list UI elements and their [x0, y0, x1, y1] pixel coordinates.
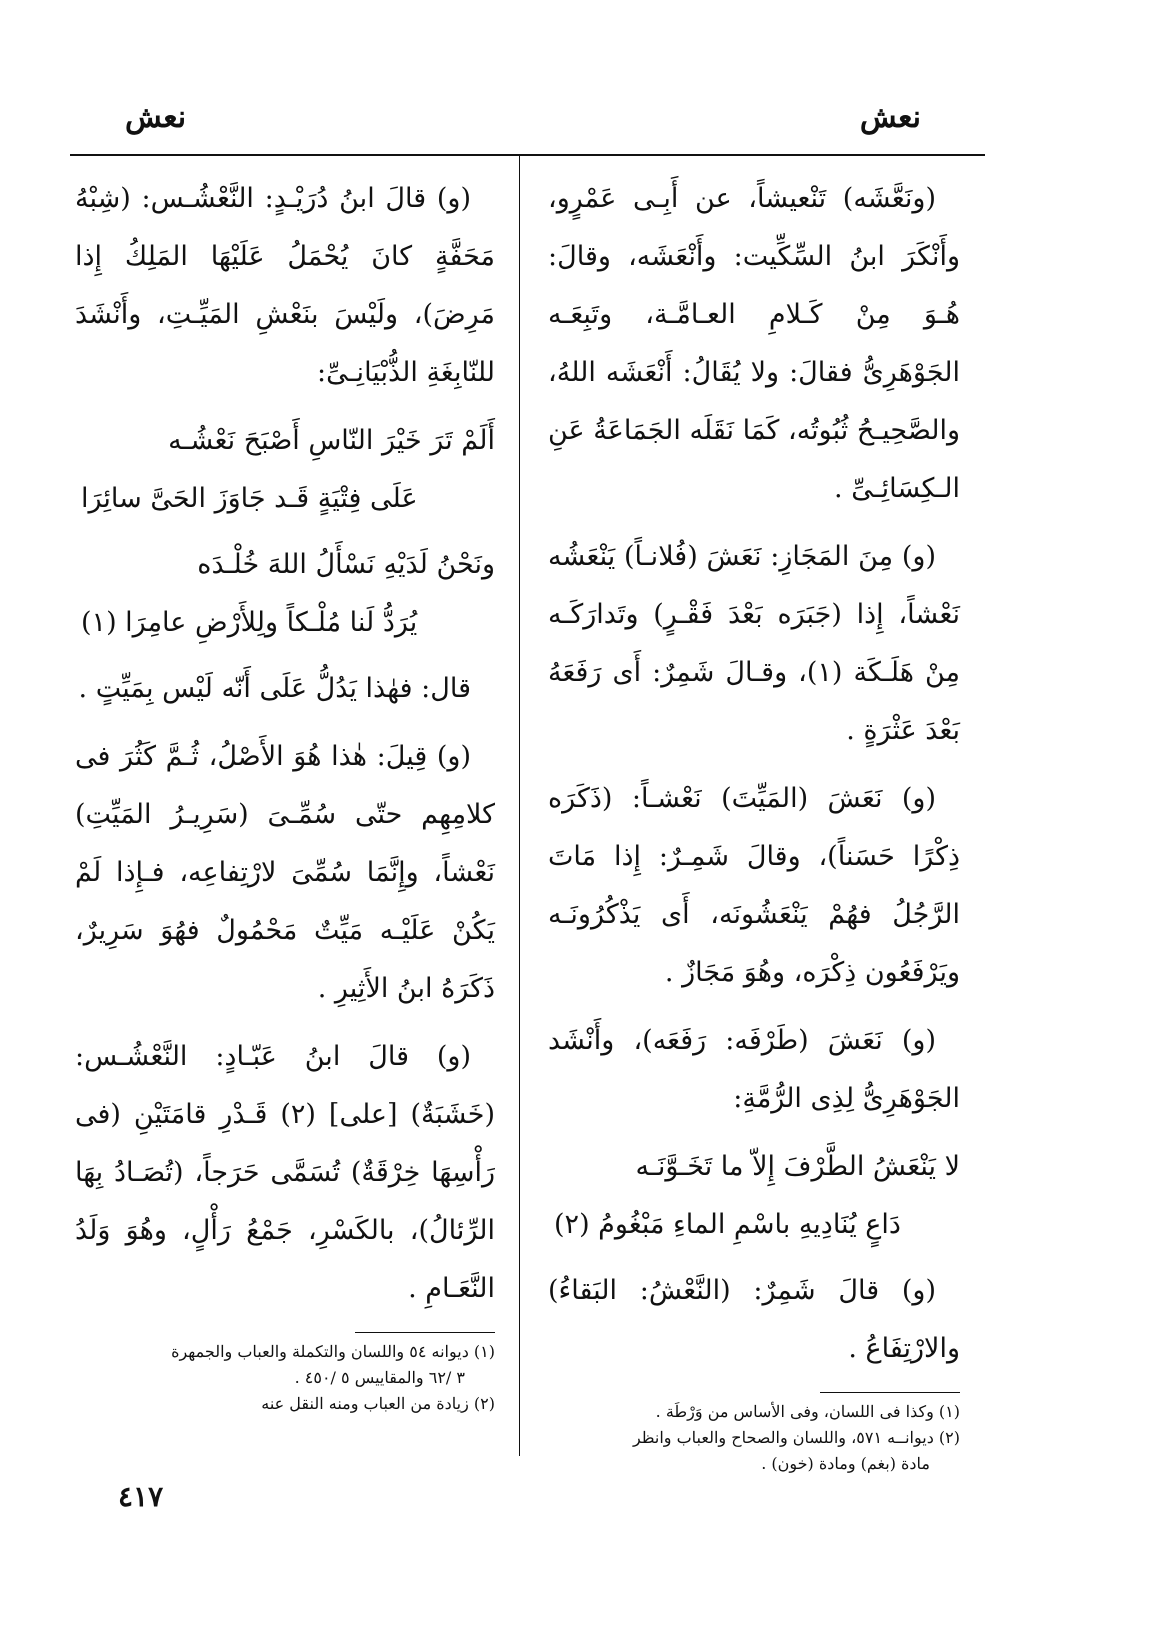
entry-paragraph: (ونَعَّشَه) تَنْعيشاً، عن أَبِـى عَمْرٍو، وأَنْكَرَ ابنُ السِّكِّيت: وأَنْعَشَه، وقالَ: هُـوَ مِنْ كَـلامِ العـامَّـة، وتَبِعَـه الجَوْهَرِىُّ فقالَ: ولا يُقَالُ: أَنْعَشَه اللهُ، والصَّحِيـحُ ثُبُوتُه، كَمَا نَقَلَه الجَمَاعَةُ عَنِ الـكِسَائِـىِّ . [548, 183, 960, 504]
footnote: (٢) ديوانــه ٥٧١، واللسان والصحاح والعباب وانظر [632, 1428, 960, 1447]
running-head-right: نعش [859, 100, 921, 135]
footnote-rule [820, 1392, 960, 1393]
left-column [75, 170, 495, 1417]
page-number: ٤١٧ [118, 1480, 164, 1513]
entry-paragraph: (و) قالَ ابنُ عَبّـادٍ: النَّعْشُـس: (خَشَبَةٌ) [على] (٢) قَـدْرِ قامَتَيْنِ (فى رَأْسِهَا خِرْقَةٌ) تُسَمَّى حَرَجاً، (تُصَـادُ بِهَا الرِّئالُ)، بالكَسْرِ، جَمْعُ رَأْلٍ، وهُوَ وَلَدُ النَّعَـامِ . [75, 1041, 495, 1304]
column-divider [519, 156, 520, 1456]
footnote: (٢) زيادة من العباب ومنه النقل عنه [261, 1394, 495, 1413]
footnotes-left [75, 1339, 495, 1417]
footnote: (١) وكذا فى اللسان، وفى الأساس من وَرْطَة . [655, 1402, 960, 1421]
entry-paragraph: (و) قالَ شَمِرٌ: (النَّعْشُ: البَقاءُ) والارْتِفَاعُ . [548, 1275, 960, 1364]
poetry-verse [548, 1138, 960, 1254]
footnote: (١) ديوانه ٥٤ واللسان والتكملة والعباب والجمهرة [171, 1342, 495, 1361]
entry-paragraph: (و) مِنَ المَجَازِ: نَعَشَ (فُلانـاً) يَنْعَشُه نَعْشاً، إِذا (جَبَرَه بَعْدَ فَقْـرٍ) وتَدارَكَـه مِنْ هَلَـكَة (١)، وقـالَ شَمِرٌ: أَى رَفَعَهُ بَعْدَ عَثْرَةٍ . [548, 541, 960, 746]
verse-hemistich-1: لا يَنْعَشُ الطَّرْفَ إِلاّ ما تَخَـوَّنَـه [635, 1151, 960, 1182]
footnote-rule [355, 1332, 495, 1333]
entry-paragraph: (و) نَعَشَ (طَرْفَه: رَفَعَه)، وأَنْشَد الجَوْهَرِىُّ لِذِى الرُّمَّةِ: [548, 1025, 960, 1114]
header-rule [70, 154, 985, 156]
verse-hemistich-2: دَاعٍ يُنَادِيهِ باسْمِ الماءِ مَبْغُومُ (٢) [554, 1209, 901, 1240]
verse-hemistich-2: عَلَى فِتْيَةٍ قَـد جَاوَزَ الحَىَّ سائِرَا [81, 483, 418, 514]
verse-hemistich-1: ونَحْنُ لَدَيْهِ نَسْأَلُ اللهَ خُلْـدَه [197, 549, 495, 580]
verse-hemistich-1: أَلَمْ تَرَ خَيْرَ النّاسِ أَصْبَحَ نَعْشُـه [168, 425, 495, 456]
entry-paragraph: (و) قِيلَ: هٰذا هُوَ الأَصْلُ، ثُـمَّ كَثُرَ فى كلامِهِم حتّى سُمِّـىَ (سَرِيـرُ المَيِّتِ) نَعْشاً، وإِنَّمَا سُمِّىَ لارْتِفاعِه، فـإِذا لَمْ يَكُنْ عَلَيْـه مَيِّتٌ مَحْمُولٌ فهُوَ سَرِيرٌ، ذَكَرَهُ ابنُ الأَثِيرِ . [75, 741, 495, 1004]
entry-paragraph: قال: فهٰذا يَدُلُّ عَلَى أَنّه لَيْس بِمَيِّتٍ . [78, 673, 471, 704]
footnote-continuation: مادة (بغم) ومادة (خون) . [761, 1454, 930, 1473]
poetry-verse [75, 412, 495, 528]
right-column [548, 170, 960, 1477]
footnote-continuation: ٣ /٦٢ والمقاييس ٥ /٤٥٠ . [294, 1368, 465, 1387]
verse-hemistich-2: يُرَدُّ لَنا مُلْـكاً ولِلأَرْضِ عامِرَا (١) [81, 607, 418, 638]
entry-paragraph: (و) قالَ ابنُ دُرَيْـدٍ: النَّعْشُـس: (شِبْهُ مَحَفَّةٍ كانَ يُحْمَلُ عَلَيْهَا المَلِكُ إِذا مَرِضَ)، ولَيْسَ بنَعْشِ المَيِّـتِ، وأَنْشَدَ للنّابِغَةِ الذُّبْيَانِـىِّ: [75, 183, 495, 388]
poetry-verse [75, 536, 495, 652]
entry-paragraph: (و) نَعَشَ (المَيِّتَ) نَعْشـاً: (ذَكَرَه ذِكْرًا حَسَناً)، وقالَ شَمِـرٌ: إِذا مَاتَ الرَّجُلُ فهُمْ يَنْعَشُونَه، أَى يَذْكُرُونَـه ويَرْفَعُون ذِكْرَه، وهُوَ مَجَازٌ . [548, 783, 960, 988]
running-head-left: نعش [125, 100, 187, 135]
footnotes-right [548, 1399, 960, 1477]
